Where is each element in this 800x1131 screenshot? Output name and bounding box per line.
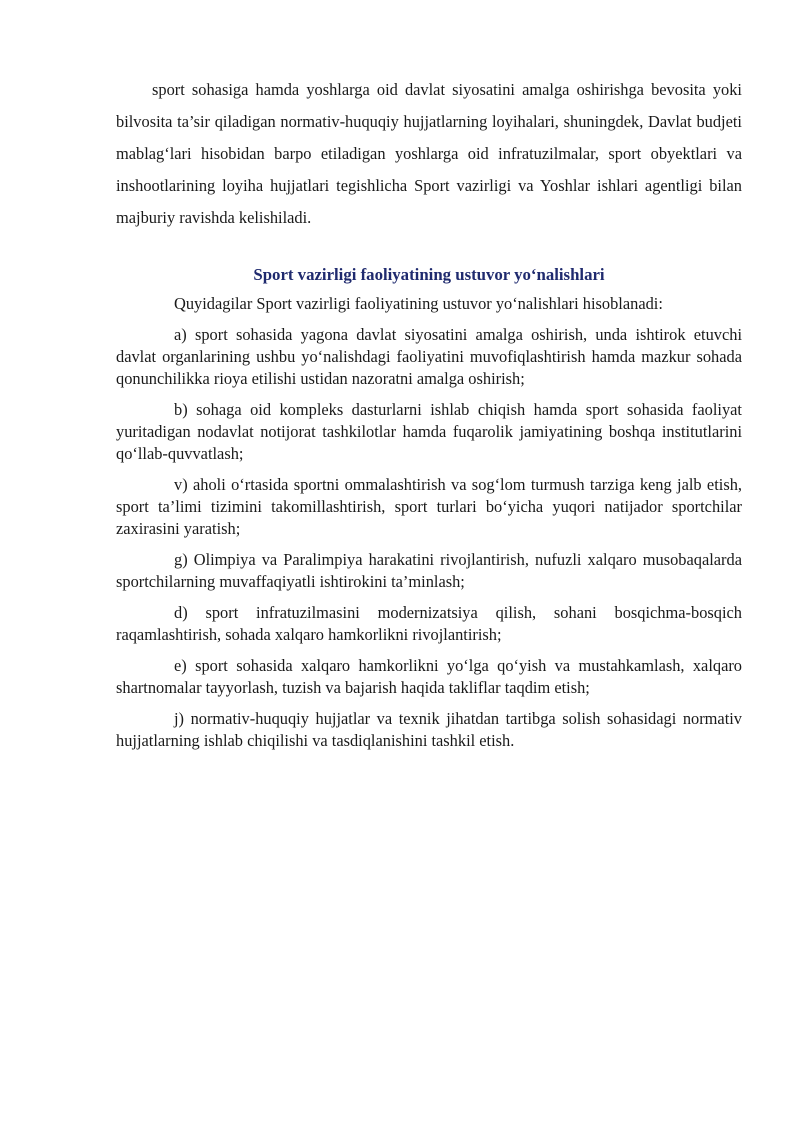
list-item-j: j) normativ-huquqiy hujjatlar va texnik jihatdan tartibga solish sohasidagi normativ hujjatlarning ishlab chiqilishi va tasdiqlanishini tashkil etish. xyxy=(116,709,742,750)
list-item-e: e) sport sohasida xalqaro hamkorlikni yo‘lga qo‘yish va mustahkamlash, xalqaro shartnomalar tayyorlash, tuzish va bajarish haqida takliflar taqdim etish; xyxy=(116,656,742,697)
list-item-b: b) sohaga oid kompleks dasturlarni ishlab chiqish hamda sport sohasida faoliyat yuritadigan nodavlat notijorat tashkilotlar hamda fuqarolik jamiyatining boshqa institutlarini qo‘llab-quvvatlash; xyxy=(116,400,742,463)
list-item-d: d) sport infratuzilmasini modernizatsiya qilish, sohani bosqichma-bosqich raqamlashtirish, sohada xalqaro hamkorlikni rivojlantirish; xyxy=(116,603,742,644)
section-heading: Sport vazirligi faoliyatining ustuvor yo‘nalishlari xyxy=(253,265,605,284)
list-item-g: g) Olimpiya va Paralimpiya harakatini rivojlantirish, nufuzli xalqaro musobaqalarda sportchilarning muvaffaqiyatli ishtirokini ta’minlash; xyxy=(116,550,742,591)
list-item-a: a) sport sohasida yagona davlat siyosatini amalga oshirish, unda ishtirok etuvchi davlat organlarining ushbu yo‘nalishdagi faoliyatini muvofiqlashtirish hamda mazkur sohada qonunchilikka rioya etilishi ustidan nazoratni amalga oshirish; xyxy=(116,325,742,388)
list-item-v: v) aholi o‘rtasida sportni ommalashtirish va sog‘lom turmush tarziga keng jalb etish, sport ta’limi tizimini takomillashtirish, sport turlari bo‘yicha yuqori natijador sportchilar zaxirasini yaratish; xyxy=(116,475,742,538)
document-page xyxy=(116,74,742,752)
intro-paragraph: sport sohasiga hamda yoshlarga oid davlat siyosatini amalga oshirishga bevosita yoki bilvosita ta’sir qiladigan normativ-huquqiy hujjatlarning loyihalari, shuningdek, Davlat budjeti mablag‘lari hisobidan barpo etiladigan yoshlarga oid infratuzilmalar, sport obyektlari va inshootlarining loyiha hujjatlari tegishlicha Sport vazirligi va Yoshlar ishlari agentligi bilan majburiy ravishda kelishiladi. xyxy=(116,80,742,227)
section-lead-paragraph: Quyidagilar Sport vazirligi faoliyatining ustuvor yo‘nalishlari hisoblanadi: xyxy=(174,294,663,313)
